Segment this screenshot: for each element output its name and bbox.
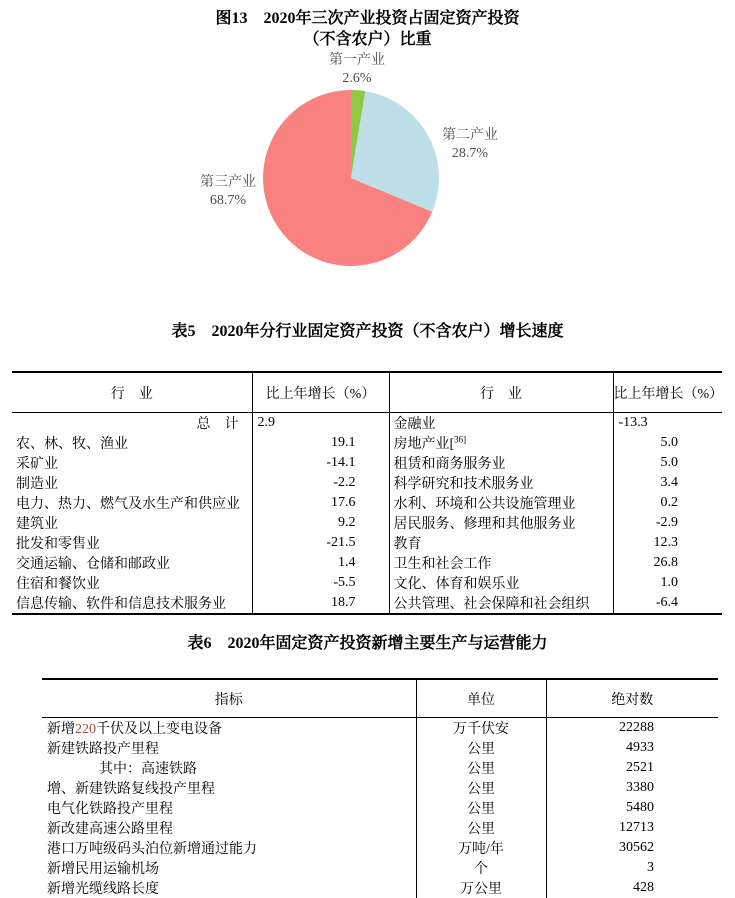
table6-value: 22288 (619, 720, 654, 735)
table6-row (42, 758, 718, 778)
table6-indicator: 新增民用运输机场 (42, 858, 416, 878)
table6-value: 3380 (626, 780, 654, 795)
table5-growth-right: 0.2 (660, 495, 678, 510)
table6-row (42, 738, 718, 758)
table5-industry-left: 批发和零售业 (12, 533, 252, 553)
table5-row (12, 573, 722, 593)
table5-industry-left: 交通运输、仓储和邮政业 (12, 553, 252, 573)
table5-growth-right: -13.3 (618, 415, 648, 430)
table5-header-cell: 比上年增长（%） (252, 372, 389, 413)
table6-value: 428 (633, 880, 654, 895)
table6-row (42, 718, 718, 739)
table6-value: 2521 (626, 760, 654, 775)
figure-title-line1: 图13 2020年三次产业投资占固定资产投资 (215, 10, 520, 27)
table5-growth-left: -21.5 (252, 533, 389, 553)
table6-unit: 公里 (416, 738, 546, 758)
table6-unit: 公里 (416, 758, 546, 778)
table6-unit: 公里 (416, 778, 546, 798)
table5-growth-right: 5.0 (660, 455, 678, 470)
table6-unit: 万公里 (416, 878, 546, 898)
table5-industry-right: 科学研究和技术服务业 (389, 473, 613, 493)
pie-label-primary-name: 第一产业 (329, 53, 385, 68)
table6-indicator: 电气化铁路投产里程 (42, 798, 416, 818)
accent-number: 220 (75, 722, 96, 737)
table6-row (42, 878, 718, 898)
table5-title: 表5 2020年分行业固定资产投资（不含农户）增长速度 (171, 323, 564, 340)
table5-row (12, 453, 722, 473)
table6-row (42, 778, 718, 798)
table5-industry-right: 公共管理、社会保障和社会组织 (389, 593, 613, 614)
table5-industry-right: 教育 (389, 533, 613, 553)
table6-value: 4933 (626, 740, 654, 755)
table5-industry-right: 水利、环境和公共设施管理业 (389, 493, 613, 513)
table5-growth-left: 17.6 (252, 493, 389, 513)
table6-header-cell: 指标 (42, 679, 416, 718)
table5-row (12, 433, 722, 453)
table6-row (42, 838, 718, 858)
table5-industry-left: 建筑业 (12, 513, 252, 533)
table6-row (42, 818, 718, 838)
table5-growth-left: 18.7 (252, 593, 389, 614)
table6-unit: 万吨/年 (416, 838, 546, 858)
table6-value: 5480 (626, 800, 654, 815)
table6-row (42, 798, 718, 818)
footnote-marker: 36] (454, 434, 467, 445)
table5-growth-left: 2.9 (252, 413, 389, 434)
table6-title: 表6 2020年固定资产投资新增主要生产与运营能力 (187, 635, 548, 652)
table5-header-cell: 行 业 (12, 372, 252, 413)
table5-growth-left: 1.4 (252, 553, 389, 573)
pie-label-tertiary-name: 第三产业 (200, 175, 256, 190)
table5-growth-left: 19.1 (252, 433, 389, 453)
table5-growth-right: 12.3 (653, 535, 678, 550)
table6-indicator: 新改建高速公路里程 (42, 818, 416, 838)
table6-unit: 公里 (416, 818, 546, 838)
table5-row (12, 593, 722, 614)
table6-unit: 万千伏安 (416, 718, 546, 739)
table5-growth-right: 5.0 (660, 435, 678, 450)
table5-industry-right: 租赁和商务服务业 (389, 453, 613, 473)
table5-row (12, 493, 722, 513)
table5-industry-right: 房地产业[$^{36]}$ (389, 433, 613, 453)
table5-industry-right: 卫生和社会工作 (389, 553, 613, 573)
table5-industry-left: 总 计 (12, 413, 252, 434)
table5-growth-left: -5.5 (252, 573, 389, 593)
table6-new-capacity (42, 678, 718, 898)
table6-value: 3 (647, 860, 654, 875)
table5-row (12, 553, 722, 573)
table6-indicator: 增、新建铁路复线投产里程 (42, 778, 416, 798)
pie-label-secondary-value: 28.7% (451, 146, 489, 161)
table5-growth-left: -2.2 (252, 473, 389, 493)
table5-row (12, 513, 722, 533)
table6-indicator: 其中：高速铁路 (42, 758, 416, 778)
table5-row (12, 473, 722, 493)
table5-industry-left: 住宿和餐饮业 (12, 573, 252, 593)
table5-industry-growth (12, 371, 722, 615)
table6-header-row (42, 679, 718, 718)
table5-growth-right: -6.4 (655, 595, 678, 610)
table5-industry-right: 文化、体育和娱乐业 (389, 573, 613, 593)
pie-label-secondary (405, 127, 535, 163)
table5-header-cell: 比上年增长（%） (613, 372, 722, 413)
table6-unit: 公里 (416, 798, 546, 818)
pie-label-primary (292, 52, 422, 88)
table5-industry-left: 信息传输、软件和信息技术服务业 (12, 593, 252, 614)
pie-label-tertiary (163, 174, 293, 210)
table5-growth-left: -14.1 (252, 453, 389, 473)
table5-growth-left: 9.2 (252, 513, 389, 533)
pie-label-secondary-name: 第二产业 (442, 128, 498, 143)
table5-growth-right: 1.0 (660, 575, 678, 590)
table5-industry-left: 采矿业 (12, 453, 252, 473)
table5-growth-right: 26.8 (653, 555, 678, 570)
table6-indicator: 港口万吨级码头泊位新增通过能力 (42, 838, 416, 858)
pie-label-primary-value: 2.6% (342, 71, 372, 86)
table6-row (42, 858, 718, 878)
figure-title (0, 8, 735, 50)
table5-industry-right: 居民服务、修理和其他服务业 (389, 513, 613, 533)
table5-growth-right: -2.9 (655, 515, 678, 530)
table6-indicator: 新增220千伏及以上变电设备 (42, 718, 416, 739)
table6-header-cell: 绝对数 (546, 679, 718, 718)
table6-indicator: 新建铁路投产里程 (42, 738, 416, 758)
pie-label-tertiary-value: 68.7% (209, 193, 247, 208)
table5-growth-right: 3.4 (660, 475, 678, 490)
table5-row (12, 413, 722, 434)
table6-value: 12713 (619, 820, 654, 835)
table5-row (12, 533, 722, 553)
figure-title-line2: （不含农户）比重 (303, 31, 432, 48)
table5-industry-left: 制造业 (12, 473, 252, 493)
table5-header-row (12, 372, 722, 413)
table5-industry-left: 农、林、牧、渔业 (12, 433, 252, 453)
table6-header-cell: 单位 (416, 679, 546, 718)
table6-value: 30562 (619, 840, 654, 855)
table6-unit: 个 (416, 858, 546, 878)
table5-header-cell: 行 业 (389, 372, 613, 413)
table6-indicator: 新增光缆线路长度 (42, 878, 416, 898)
table5-industry-right: 金融业 (389, 413, 613, 434)
table5-industry-left: 电力、热力、燃气及水生产和供应业 (12, 493, 252, 513)
